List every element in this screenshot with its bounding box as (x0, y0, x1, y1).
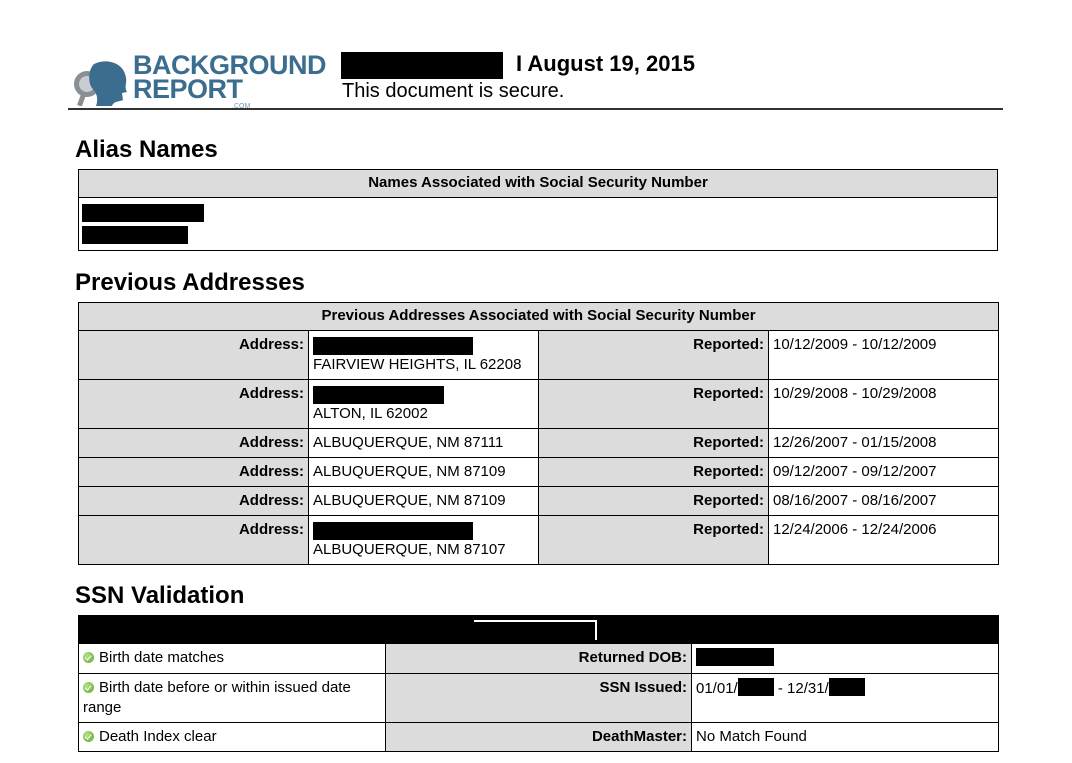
previous-addresses-table (78, 302, 999, 565)
address-value (309, 331, 539, 380)
redacted-alias (82, 204, 204, 222)
reported-dates: 09/12/2007 - 09/12/2007 (769, 458, 999, 487)
ssn-value: No Match Found (692, 723, 999, 752)
ssn-value (692, 674, 999, 723)
addresses-table-header: Previous Addresses Associated with Social Security Number (79, 303, 999, 331)
alias-names-title: Alias Names (75, 136, 218, 163)
address-row (79, 429, 999, 458)
logo-suffix: .COM (232, 103, 251, 110)
address-row (79, 516, 999, 565)
address-row (79, 331, 999, 380)
address-city: ALBUQUERQUE, NM 87109 (309, 487, 539, 516)
reported-label: Reported: (539, 380, 769, 429)
redacted-street (313, 386, 444, 404)
ssn-value (692, 644, 999, 674)
date-value: August 19, 2015 (527, 51, 695, 76)
logo-wordmark-line2: REPORT (133, 74, 243, 104)
address-label: Address: (79, 331, 309, 380)
secure-note: This document is secure. (342, 80, 565, 102)
reported-label: Reported: (539, 458, 769, 487)
address-value (309, 516, 539, 565)
address-row (79, 458, 999, 487)
head-profile-icon (72, 56, 130, 106)
check-cell (79, 674, 386, 723)
check-text: Birth date matches (99, 649, 225, 666)
issued-start: 01/01/ (696, 680, 738, 697)
redacted-street (313, 337, 473, 355)
ssn-table-header-redacted (79, 616, 999, 644)
ssn-label: Returned DOB: (386, 644, 692, 674)
address-city: FAIRVIEW HEIGHTS, IL 62208 (313, 356, 522, 373)
check-cell (79, 723, 386, 752)
redacted-name (341, 52, 503, 79)
report-header (68, 40, 1003, 110)
redacted-dob (696, 648, 774, 666)
reported-label: Reported: (539, 429, 769, 458)
check-text: Death Index clear (99, 728, 217, 745)
address-row (79, 487, 999, 516)
logo-wordmark-line1: BACKGROUND (133, 50, 326, 80)
reported-dates: 12/26/2007 - 01/15/2008 (769, 429, 999, 458)
check-text: Birth date before or within issued date range (83, 679, 351, 716)
redacted-street (313, 522, 473, 540)
ssn-label: SSN Issued: (386, 674, 692, 723)
ssn-row (79, 723, 999, 752)
check-cell (79, 644, 386, 674)
redacted-year (829, 678, 865, 696)
address-label: Address: (79, 487, 309, 516)
address-city: ALTON, IL 62002 (313, 405, 428, 422)
reported-dates: 12/24/2006 - 12/24/2006 (769, 516, 999, 565)
redacted-year (738, 678, 774, 696)
date-separator: I (516, 51, 523, 76)
redacted-alias (82, 226, 188, 244)
previous-addresses-title: Previous Addresses (75, 269, 305, 296)
ssn-validation-title: SSN Validation (75, 582, 245, 609)
alias-names-cell (79, 198, 998, 251)
check-circle-icon (83, 652, 94, 663)
reported-label: Reported: (539, 331, 769, 380)
address-label: Address: (79, 516, 309, 565)
reported-label: Reported: (539, 516, 769, 565)
address-label: Address: (79, 458, 309, 487)
address-label: Address: (79, 380, 309, 429)
address-label: Address: (79, 429, 309, 458)
reported-label: Reported: (539, 487, 769, 516)
address-city: ALBUQUERQUE, NM 87107 (313, 541, 506, 558)
address-city: ALBUQUERQUE, NM 87111 (309, 429, 539, 458)
check-circle-icon (83, 731, 94, 742)
issued-end: - 12/31/ (773, 680, 829, 697)
alias-names-table (78, 169, 998, 251)
ssn-row (79, 674, 999, 723)
address-row (79, 380, 999, 429)
address-city: ALBUQUERQUE, NM 87109 (309, 458, 539, 487)
address-value (309, 380, 539, 429)
ssn-validation-table (78, 615, 999, 752)
reported-dates: 08/16/2007 - 08/16/2007 (769, 487, 999, 516)
background-report-logo (72, 50, 326, 110)
reported-dates: 10/12/2009 - 10/12/2009 (769, 331, 999, 380)
ssn-label: DeathMaster: (386, 723, 692, 752)
check-circle-icon (83, 682, 94, 693)
header-mark (474, 620, 597, 640)
alias-table-header: Names Associated with Social Security Number (79, 170, 998, 198)
report-date (516, 51, 695, 77)
reported-dates: 10/29/2008 - 10/29/2008 (769, 380, 999, 429)
ssn-row (79, 644, 999, 674)
